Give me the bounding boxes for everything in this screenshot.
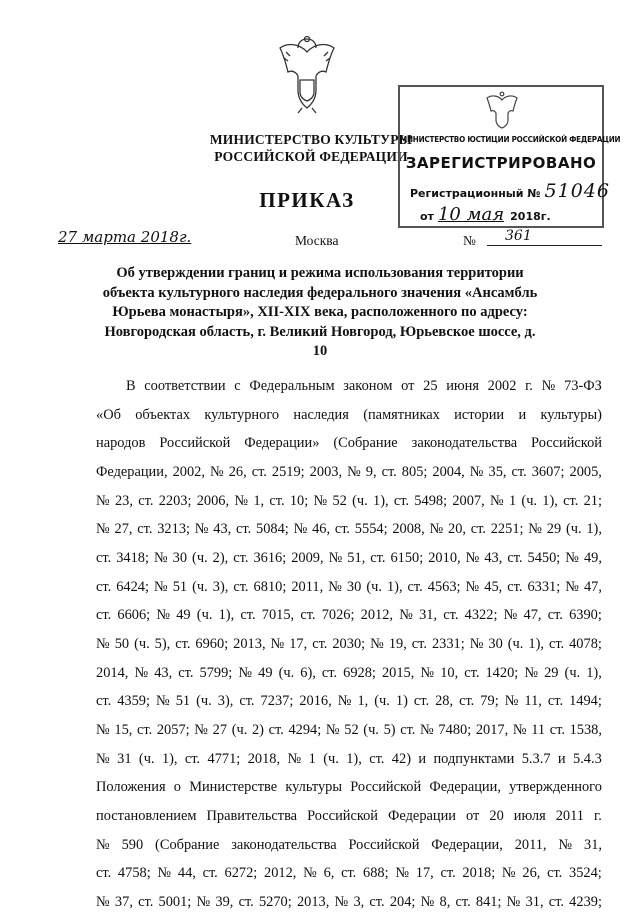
- document-body: [96, 372, 602, 916]
- ministry-name: [196, 131, 426, 165]
- order-number: 361: [487, 228, 602, 246]
- stamp-reg-label: Регистрационный №: [410, 187, 541, 200]
- stamp-ministry: МИНИСТЕРСТВО ЮСТИЦИИ РОССИЙСКОЙ ФЕДЕРАЦИИ: [400, 135, 621, 144]
- order-number-label: №: [463, 233, 476, 248]
- stamp-emblem-icon: [484, 91, 520, 129]
- stamp-date: [420, 204, 551, 225]
- coat-of-arms-icon: [276, 34, 338, 114]
- body-line: № 27, ст. 3213; № 43, ст. 5084; № 46, ст. 5554; 2008, № 20, ст. 2251; № 29 (ч. 1),: [96, 521, 602, 538]
- body-line: ст. 4758; № 44, ст. 6272; 2012, № 6, ст. 688; № 17, ст. 2018; № 26, ст. 3524;: [96, 865, 602, 882]
- stamp-status: ЗАРЕГИСТРИРОВАНО: [405, 154, 597, 172]
- body-line: Федерации, 2002, № 26, ст. 2519; 2003, № 9, ст. 805; 2004, № 35, ст. 3607; 2005,: [96, 463, 602, 480]
- body-line: ст. 6606; № 49 (ч. 1), ст. 7015, ст. 7026; 2012, № 31, ст. 4322; № 47, ст. 6390;: [96, 607, 602, 624]
- order-date: 27 марта 2018г.: [58, 228, 192, 246]
- body-line: В соответствии с Федеральным законом от 25 июня 2002 г. № 73-ФЗ: [126, 378, 602, 394]
- order-city: Москва: [295, 233, 339, 248]
- title-line: Об утверждении границ и режима использования территории: [116, 265, 524, 281]
- body-line: постановлением Правительства Российской Федерации от 20 июля 2011 г.: [96, 807, 602, 824]
- stamp-registration: [410, 180, 610, 202]
- document-type: ПРИКАЗ: [259, 188, 355, 212]
- title-line: Юрьева монастыря», XII-XIX века, расположенного по адресу:: [112, 304, 528, 320]
- body-line: ст. 4359; № 51 (ч. 3), ст. 7237; 2016, № 1, (ч. 1) ст. 28, ст. 79; № 11, ст. 1494;: [96, 693, 602, 710]
- title-line: объекта культурного наследия федерального значения «Ансамбль: [102, 284, 538, 301]
- stamp-date-prefix: от: [420, 210, 434, 223]
- title-line: Новгородская область, г. Великий Новгород, Юрьевское шоссе, д. 10: [104, 323, 536, 359]
- body-line: народов Российской Федерации» (Собрание законодательства Российской: [96, 435, 602, 452]
- body-line: № 31 (ч. 1), ст. 4771; 2018, № 1 (ч. 1), ст. 42) и подпунктами 5.3.7 и 5.4.3: [96, 750, 602, 767]
- ministry-name-line1: МИНИСТЕРСТВО КУЛЬТУРЫ: [209, 132, 413, 147]
- ministry-name-line2: РОССИЙСКОЙ ФЕДЕРАЦИИ: [214, 149, 408, 164]
- body-line: № 50 (ч. 5), ст. 6960; 2013, № 17, ст. 2030; № 19, ст. 2331; № 30 (ч. 1), ст. 4078;: [96, 635, 602, 652]
- body-line: № 23, ст. 2203; 2006, № 1, ст. 10; № 52 (ч. 1), ст. 5498; 2007, № 1 (ч. 1), ст. 21;: [96, 492, 602, 509]
- document-title: [100, 264, 540, 362]
- body-line: 2014, № 43, ст. 5799; № 49 (ч. 6), ст. 6928; 2015, № 10, ст. 1420; № 29 (ч. 1),: [96, 664, 602, 681]
- registration-stamp: [398, 85, 621, 228]
- body-line: № 15, ст. 2057; № 27 (ч. 2) ст. 4294; № 52 (ч. 5) ст. № 7480; 2017, № 11 ст. 1538,: [96, 721, 602, 738]
- body-line: ст. 3418; № 30 (ч. 2), ст. 3616; 2009, № 51, ст. 6150; 2010, № 43, ст. 5450; № 49,: [96, 549, 602, 566]
- body-line: ст. 6424; № 51 (ч. 3), ст. 6810; 2011, № 30 (ч. 1), ст. 4563; № 45, ст. 6331; № 47,: [96, 578, 602, 595]
- body-line: № 590 (Собрание законодательства Российской Федерации, 2011, № 31,: [96, 836, 602, 853]
- stamp-date-handwritten: 10 мая: [437, 204, 505, 225]
- body-line: «Об объектах культурного наследия (памятниках истории и культуры): [96, 406, 602, 423]
- body-line: № 37, ст. 5001; № 39, ст. 5270; 2013, № 3, ст. 204; № 8, ст. 841; № 31, ст. 4239;: [96, 893, 602, 910]
- stamp-date-year: 2018г.: [510, 210, 551, 223]
- body-line: Положения о Министерстве культуры Российской Федерации, утвержденного: [96, 779, 602, 796]
- stamp-reg-number: 51046: [544, 180, 610, 202]
